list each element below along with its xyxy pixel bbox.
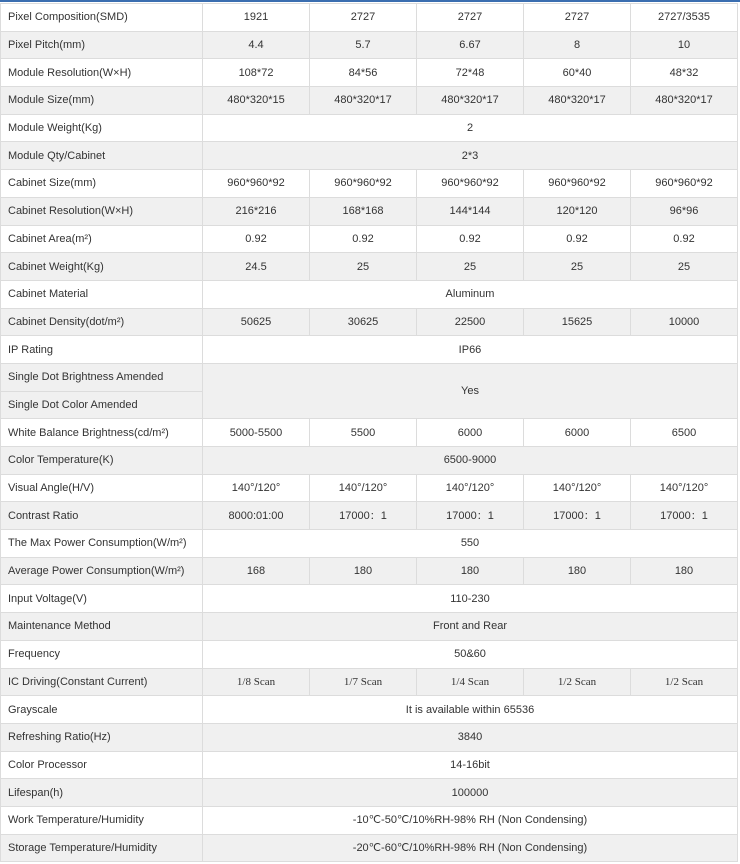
cell: 30625	[310, 308, 417, 336]
row-label: Module Qty/Cabinet	[1, 142, 203, 170]
merged-cell: -10℃-50℃/10%RH-98% RH (Non Condensing)	[203, 806, 738, 834]
cell: 0.92	[631, 225, 738, 253]
merged-cell: IP66	[203, 336, 738, 364]
row-label: Single Dot Color Amended	[1, 391, 203, 419]
cell: 60*40	[524, 59, 631, 87]
table-row	[1, 308, 738, 336]
table-row	[1, 225, 738, 253]
row-label: Cabinet Density(dot/m²)	[1, 308, 203, 336]
cell: 6.67	[417, 31, 524, 59]
row-label: Refreshing Ratio(Hz)	[1, 723, 203, 751]
table-row	[1, 640, 738, 668]
row-label: IP Rating	[1, 336, 203, 364]
row-label: Cabinet Resolution(W×H)	[1, 197, 203, 225]
cell: 5000-5500	[203, 419, 310, 447]
cell: 480*320*17	[631, 87, 738, 115]
table-row	[1, 723, 738, 751]
cell: 140°/120°	[310, 474, 417, 502]
row-label: Pixel Pitch(mm)	[1, 31, 203, 59]
row-label: Single Dot Brightness Amended	[1, 363, 203, 391]
table-row	[1, 31, 738, 59]
row-label: Cabinet Size(mm)	[1, 170, 203, 198]
cell: 10000	[631, 308, 738, 336]
cell: 4.4	[203, 31, 310, 59]
table-row	[1, 4, 738, 32]
cell: 6000	[417, 419, 524, 447]
merged-cell: 550	[203, 530, 738, 558]
row-label: IC Driving(Constant Current)	[1, 668, 203, 696]
table-row	[1, 253, 738, 281]
cell: 2727	[417, 4, 524, 32]
table-row	[1, 668, 738, 696]
cell: 6500	[631, 419, 738, 447]
cell: 0.92	[310, 225, 417, 253]
merged-cell: 50&60	[203, 640, 738, 668]
cell: 168*168	[310, 197, 417, 225]
cell: 480*320*17	[310, 87, 417, 115]
merged-cell: 3840	[203, 723, 738, 751]
cell: 84*56	[310, 59, 417, 87]
table-row	[1, 197, 738, 225]
cell: 17000：1	[417, 502, 524, 530]
cell: 50625	[203, 308, 310, 336]
table-row	[1, 336, 738, 364]
cell: 25	[417, 253, 524, 281]
table-row	[1, 142, 738, 170]
cell: 17000：1	[524, 502, 631, 530]
merged-cell: 14-16bit	[203, 751, 738, 779]
cell: 2727	[310, 4, 417, 32]
row-label: Visual Angle(H/V)	[1, 474, 203, 502]
spec-table	[0, 3, 738, 862]
table-row	[1, 502, 738, 530]
cell: 0.92	[524, 225, 631, 253]
cell: 25	[310, 253, 417, 281]
row-label: Storage Temperature/Humidity	[1, 834, 203, 862]
merged-cell: Aluminum	[203, 280, 738, 308]
cell: 960*960*92	[310, 170, 417, 198]
cell: 180	[631, 557, 738, 585]
cell: 22500	[417, 308, 524, 336]
row-label: Color Processor	[1, 751, 203, 779]
cell: 8	[524, 31, 631, 59]
cell: 10	[631, 31, 738, 59]
cell: 140°/120°	[417, 474, 524, 502]
merged-cell: 110-230	[203, 585, 738, 613]
table-row	[1, 59, 738, 87]
cell: 960*960*92	[203, 170, 310, 198]
row-label: Average Power Consumption(W/m²)	[1, 557, 203, 585]
table-row	[1, 613, 738, 641]
table-row	[1, 419, 738, 447]
merged-cell: It is available within 65536	[203, 696, 738, 724]
cell: 17000：1	[631, 502, 738, 530]
cell: 48*32	[631, 59, 738, 87]
cell: 140°/120°	[203, 474, 310, 502]
cell: 960*960*92	[524, 170, 631, 198]
cell: 960*960*92	[631, 170, 738, 198]
cell: 5500	[310, 419, 417, 447]
cell: 1/2 Scan	[524, 668, 631, 696]
cell: 480*320*17	[417, 87, 524, 115]
merged-cell: Yes	[203, 363, 738, 418]
row-label: Input Voltage(V)	[1, 585, 203, 613]
row-label: Pixel Composition(SMD)	[1, 4, 203, 32]
table-row	[1, 447, 738, 475]
row-label: Color Temperature(K)	[1, 447, 203, 475]
cell: 180	[524, 557, 631, 585]
cell: 108*72	[203, 59, 310, 87]
cell: 1921	[203, 4, 310, 32]
cell: 25	[524, 253, 631, 281]
row-label: White Balance Brightness(cd/m²)	[1, 419, 203, 447]
row-label: Lifespan(h)	[1, 779, 203, 807]
row-label: Cabinet Area(m²)	[1, 225, 203, 253]
cell: 480*320*17	[524, 87, 631, 115]
cell: 96*96	[631, 197, 738, 225]
table-row	[1, 87, 738, 115]
row-label: Frequency	[1, 640, 203, 668]
cell: 15625	[524, 308, 631, 336]
cell: 480*320*15	[203, 87, 310, 115]
cell: 17000：1	[310, 502, 417, 530]
cell: 0.92	[417, 225, 524, 253]
cell: 180	[417, 557, 524, 585]
row-label: Cabinet Material	[1, 280, 203, 308]
table-row	[1, 585, 738, 613]
table-header-line	[0, 0, 740, 2]
cell: 0.92	[203, 225, 310, 253]
cell: 140°/120°	[524, 474, 631, 502]
cell: 24.5	[203, 253, 310, 281]
cell: 8000:01:00	[203, 502, 310, 530]
table-row	[1, 806, 738, 834]
cell: 1/7 Scan	[310, 668, 417, 696]
row-label: Module Resolution(W×H)	[1, 59, 203, 87]
row-label: Module Size(mm)	[1, 87, 203, 115]
cell: 140°/120°	[631, 474, 738, 502]
cell: 6000	[524, 419, 631, 447]
merged-cell: 6500-9000	[203, 447, 738, 475]
row-label: Grayscale	[1, 696, 203, 724]
cell: 120*120	[524, 197, 631, 225]
cell: 2727/3535	[631, 4, 738, 32]
table-row	[1, 696, 738, 724]
table-row	[1, 834, 738, 862]
merged-cell: -20℃-60℃/10%RH-98% RH (Non Condensing)	[203, 834, 738, 862]
cell: 1/8 Scan	[203, 668, 310, 696]
row-label: Cabinet Weight(Kg)	[1, 253, 203, 281]
merged-cell: 100000	[203, 779, 738, 807]
cell: 180	[310, 557, 417, 585]
cell: 144*144	[417, 197, 524, 225]
table-row	[1, 474, 738, 502]
table-row	[1, 363, 738, 391]
cell: 2727	[524, 4, 631, 32]
table-row	[1, 530, 738, 558]
merged-cell: Front and Rear	[203, 613, 738, 641]
table-row	[1, 114, 738, 142]
cell: 216*216	[203, 197, 310, 225]
merged-cell: 2*3	[203, 142, 738, 170]
cell: 1/2 Scan	[631, 668, 738, 696]
table-row	[1, 280, 738, 308]
table-row	[1, 170, 738, 198]
cell: 25	[631, 253, 738, 281]
merged-cell: 2	[203, 114, 738, 142]
table-row	[1, 751, 738, 779]
row-label: Work Temperature/Humidity	[1, 806, 203, 834]
cell: 72*48	[417, 59, 524, 87]
row-label: Maintenance Method	[1, 613, 203, 641]
cell: 1/4 Scan	[417, 668, 524, 696]
row-label: Contrast Ratio	[1, 502, 203, 530]
table-row	[1, 779, 738, 807]
cell: 168	[203, 557, 310, 585]
cell: 960*960*92	[417, 170, 524, 198]
cell: 5.7	[310, 31, 417, 59]
row-label: The Max Power Consumption(W/m²)	[1, 530, 203, 558]
row-label: Module Weight(Kg)	[1, 114, 203, 142]
table-row	[1, 557, 738, 585]
